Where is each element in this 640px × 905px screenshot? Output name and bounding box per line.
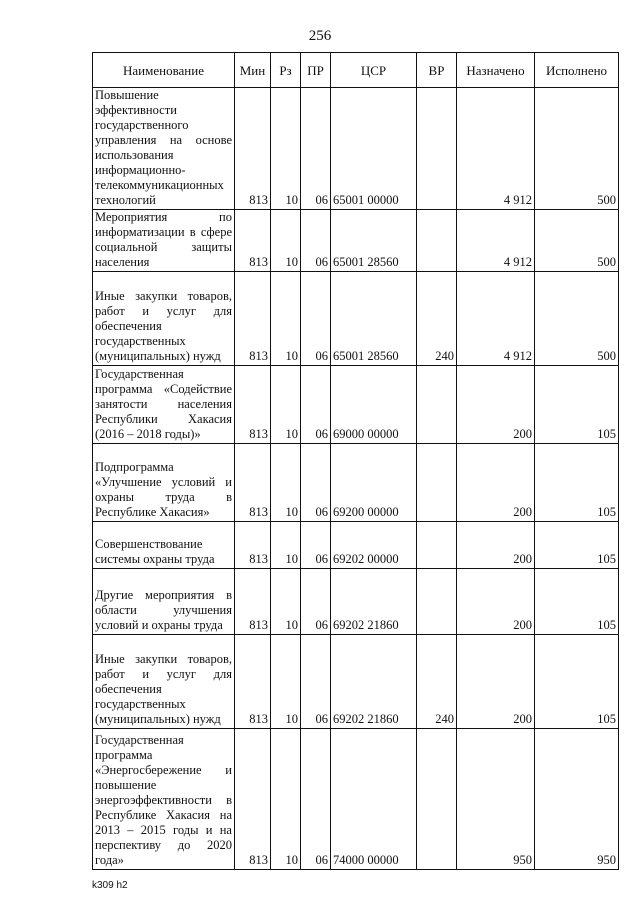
row-rz: 10 bbox=[271, 569, 301, 635]
row-name: Повышение эффективности государственного управления на основе использования информационно-телекоммуникационных технологий bbox=[93, 88, 235, 210]
row-csr: 65001 00000 bbox=[331, 88, 417, 210]
row-executed: 105 bbox=[535, 366, 619, 444]
row-executed: 105 bbox=[535, 522, 619, 569]
row-name: Совершенствование системы охраны труда bbox=[93, 522, 235, 569]
header-pr: ПР bbox=[301, 53, 331, 88]
row-vr bbox=[417, 729, 457, 870]
row-rz: 10 bbox=[271, 729, 301, 870]
table-row bbox=[93, 522, 619, 569]
row-executed: 105 bbox=[535, 569, 619, 635]
row-assigned: 4 912 bbox=[457, 210, 535, 272]
page-number: 256 bbox=[308, 28, 332, 44]
row-min: 813 bbox=[235, 729, 271, 870]
row-pr: 06 bbox=[301, 635, 331, 729]
row-assigned: 200 bbox=[457, 569, 535, 635]
row-assigned: 200 bbox=[457, 522, 535, 569]
row-vr bbox=[417, 522, 457, 569]
row-min: 813 bbox=[235, 522, 271, 569]
row-assigned: 200 bbox=[457, 366, 535, 444]
table-row bbox=[93, 444, 619, 522]
row-name: Иные закупки товаров, работ и услуг для обеспечения государственных (муниципальных) нужд bbox=[93, 272, 235, 366]
header-vr: ВР bbox=[417, 53, 457, 88]
row-vr bbox=[417, 366, 457, 444]
row-pr: 06 bbox=[301, 88, 331, 210]
row-pr: 06 bbox=[301, 729, 331, 870]
table-row bbox=[93, 366, 619, 444]
row-vr: 240 bbox=[417, 635, 457, 729]
row-pr: 06 bbox=[301, 444, 331, 522]
row-min: 813 bbox=[235, 444, 271, 522]
row-rz: 10 bbox=[271, 272, 301, 366]
row-assigned: 950 bbox=[457, 729, 535, 870]
row-name: Иные закупки товаров, работ и услуг для обеспечения государственных (муниципальных) нужд bbox=[93, 635, 235, 729]
row-vr bbox=[417, 444, 457, 522]
row-csr: 74000 00000 bbox=[331, 729, 417, 870]
row-executed: 500 bbox=[535, 272, 619, 366]
header-rz: Рз bbox=[271, 53, 301, 88]
header-executed: Исполнено bbox=[535, 53, 619, 88]
header-name: Наименование bbox=[93, 53, 235, 88]
row-min: 813 bbox=[235, 366, 271, 444]
row-vr bbox=[417, 569, 457, 635]
row-assigned: 200 bbox=[457, 444, 535, 522]
row-min: 813 bbox=[235, 569, 271, 635]
row-name: Государственная программа «Энергосбережение и повышение энергоэффективности в Республике Хакасия на 2013 – 2015 годы и на перспективу до 2020 года» bbox=[93, 729, 235, 870]
row-assigned: 200 bbox=[457, 635, 535, 729]
row-vr bbox=[417, 88, 457, 210]
row-rz: 10 bbox=[271, 88, 301, 210]
footer-code: k309 h2 bbox=[92, 880, 128, 891]
table-header-row bbox=[93, 53, 619, 88]
row-pr: 06 bbox=[301, 569, 331, 635]
row-pr: 06 bbox=[301, 366, 331, 444]
row-assigned: 4 912 bbox=[457, 272, 535, 366]
row-csr: 65001 28560 bbox=[331, 210, 417, 272]
table-row bbox=[93, 272, 619, 366]
row-name: Государственная программа «Содействие занятости населения Республики Хакасия (2016 – 2018 годы)» bbox=[93, 366, 235, 444]
row-assigned: 4 912 bbox=[457, 88, 535, 210]
header-assigned: Назначено bbox=[457, 53, 535, 88]
row-csr: 65001 28560 bbox=[331, 272, 417, 366]
budget-table bbox=[92, 52, 619, 870]
row-csr: 69202 00000 bbox=[331, 522, 417, 569]
table-row bbox=[93, 729, 619, 870]
row-rz: 10 bbox=[271, 210, 301, 272]
row-min: 813 bbox=[235, 635, 271, 729]
row-rz: 10 bbox=[271, 444, 301, 522]
table-row bbox=[93, 210, 619, 272]
row-rz: 10 bbox=[271, 366, 301, 444]
row-executed: 950 bbox=[535, 729, 619, 870]
row-executed: 500 bbox=[535, 210, 619, 272]
row-executed: 105 bbox=[535, 444, 619, 522]
row-vr: 240 bbox=[417, 272, 457, 366]
row-csr: 69200 00000 bbox=[331, 444, 417, 522]
row-min: 813 bbox=[235, 210, 271, 272]
row-min: 813 bbox=[235, 88, 271, 210]
header-csr: ЦСР bbox=[331, 53, 417, 88]
row-vr bbox=[417, 210, 457, 272]
row-name: Мероприятия по информатизации в сфере социальной защиты населения bbox=[93, 210, 235, 272]
row-csr: 69202 21860 bbox=[331, 569, 417, 635]
table-row bbox=[93, 635, 619, 729]
row-rz: 10 bbox=[271, 522, 301, 569]
row-rz: 10 bbox=[271, 635, 301, 729]
table-row bbox=[93, 569, 619, 635]
row-csr: 69202 21860 bbox=[331, 635, 417, 729]
row-executed: 500 bbox=[535, 88, 619, 210]
row-min: 813 bbox=[235, 272, 271, 366]
row-pr: 06 bbox=[301, 272, 331, 366]
row-name: Подпрограмма «Улучшение условий и охраны труда в Республике Хакасия» bbox=[93, 444, 235, 522]
row-pr: 06 bbox=[301, 522, 331, 569]
row-csr: 69000 00000 bbox=[331, 366, 417, 444]
table-row bbox=[93, 88, 619, 210]
row-pr: 06 bbox=[301, 210, 331, 272]
header-min: Мин bbox=[235, 53, 271, 88]
row-executed: 105 bbox=[535, 635, 619, 729]
row-name: Другие мероприятия в области улучшения условий и охраны труда bbox=[93, 569, 235, 635]
